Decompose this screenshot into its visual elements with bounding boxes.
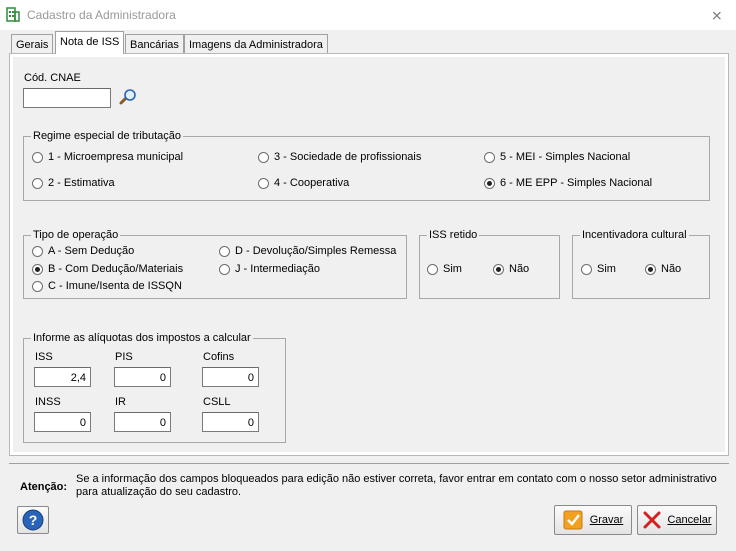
help-button[interactable] xyxy=(17,506,49,534)
radio-dot-selected xyxy=(493,264,504,275)
radio-dot xyxy=(32,178,43,189)
svg-text:?: ? xyxy=(28,512,38,528)
csll-input[interactable] xyxy=(202,412,259,432)
attention-text-line2: para atualização do seu cadastro. xyxy=(76,486,242,498)
radio-dot xyxy=(258,178,269,189)
iss-retido-sim[interactable] xyxy=(427,263,462,275)
radio-label: C - Imune/Isenta de ISSQN xyxy=(48,280,182,292)
radio-dot xyxy=(427,264,438,275)
tipo-option-a[interactable] xyxy=(32,245,134,257)
radio-label: D - Devolução/Simples Remessa xyxy=(235,245,397,257)
cross-icon xyxy=(642,510,662,530)
tab-label: Nota de ISS xyxy=(60,36,120,48)
title-bar xyxy=(0,0,736,30)
radio-dot xyxy=(32,246,43,257)
radio-label: Sim xyxy=(443,263,462,275)
cancel-button-label: Cancelar xyxy=(667,514,712,526)
radio-label: 3 - Sociedade de profissionais xyxy=(274,151,422,163)
radio-label: 6 - ME EPP - Simples Nacional xyxy=(500,177,653,189)
cnae-input[interactable] xyxy=(23,88,111,108)
regime-option-6[interactable] xyxy=(484,177,652,189)
incentivadora-sim[interactable] xyxy=(581,263,616,275)
tipo-option-j[interactable] xyxy=(219,263,320,275)
magnifier-icon[interactable] xyxy=(118,88,138,106)
radio-label: 1 - Microempresa municipal xyxy=(48,151,184,163)
radio-label: A - Sem Dedução xyxy=(48,245,135,257)
cofins-input[interactable] xyxy=(202,367,259,387)
radio-dot-selected xyxy=(484,178,495,189)
tipo-operacao-title: Tipo de operação xyxy=(33,229,119,241)
building-icon xyxy=(6,6,20,22)
radio-dot xyxy=(258,152,269,163)
tab-label: Gerais xyxy=(16,39,49,51)
tab-label: Imagens da Administradora xyxy=(189,39,323,51)
cnae-label: Cód. CNAE xyxy=(24,72,81,84)
incentivadora-nao[interactable] xyxy=(645,263,681,275)
regime-group xyxy=(23,136,710,201)
radio-label: Não xyxy=(509,263,530,275)
regime-option-5[interactable] xyxy=(484,151,630,163)
radio-label: B - Com Dedução/Materiais xyxy=(48,263,184,275)
tab-gerais[interactable] xyxy=(11,34,53,54)
save-button-label: Gravar xyxy=(589,514,624,526)
radio-dot xyxy=(581,264,592,275)
save-button[interactable] xyxy=(554,505,632,535)
attention-text-line1: Se a informação dos campos bloqueados para edição não estiver correta, favor entrar em contato com o nosso setor administrativo xyxy=(76,473,717,485)
ir-input[interactable] xyxy=(114,412,171,432)
radio-dot-selected xyxy=(32,264,43,275)
tipo-option-d[interactable] xyxy=(219,245,396,257)
regime-title: Regime especial de tributação xyxy=(33,130,181,142)
radio-label: J - Intermediação xyxy=(235,263,320,275)
tab-bancarias[interactable] xyxy=(125,34,184,54)
radio-label: Sim xyxy=(597,263,616,275)
radio-label: 5 - MEI - Simples Nacional xyxy=(500,151,631,163)
regime-option-1[interactable] xyxy=(32,151,183,163)
checkmark-icon xyxy=(563,510,583,530)
window-title: Cadastro da Administradora xyxy=(27,8,176,22)
tab-imagens[interactable] xyxy=(184,34,328,54)
pis-label: PIS xyxy=(115,351,133,363)
footer-divider xyxy=(9,463,729,464)
ir-label: IR xyxy=(115,396,126,408)
radio-dot xyxy=(219,264,230,275)
radio-label: Não xyxy=(661,263,682,275)
help-icon xyxy=(22,509,44,531)
tab-nota-de-iss[interactable] xyxy=(55,31,124,54)
iss-retido-nao[interactable] xyxy=(493,263,529,275)
radio-dot xyxy=(32,281,43,292)
aliquotas-title: Informe as alíquotas dos impostos a calcular xyxy=(33,332,251,344)
radio-dot xyxy=(484,152,495,163)
tipo-option-b[interactable] xyxy=(32,263,183,275)
csll-label: CSLL xyxy=(203,396,231,408)
iss-input[interactable] xyxy=(34,367,91,387)
regime-option-3[interactable] xyxy=(258,151,421,163)
iss-retido-title: ISS retido xyxy=(429,229,478,241)
tab-label: Bancárias xyxy=(130,39,179,51)
close-button[interactable]: ⨯ xyxy=(711,7,723,23)
cancel-button[interactable] xyxy=(637,505,717,535)
radio-dot xyxy=(32,152,43,163)
pis-input[interactable] xyxy=(114,367,171,387)
iss-label: ISS xyxy=(35,351,53,363)
regime-option-2[interactable] xyxy=(32,177,115,189)
attention-label: Atenção: xyxy=(20,481,68,493)
inss-label: INSS xyxy=(35,396,61,408)
inss-input[interactable] xyxy=(34,412,91,432)
radio-label: 4 - Cooperativa xyxy=(274,177,350,189)
cofins-label: Cofins xyxy=(203,351,235,363)
radio-label: 2 - Estimativa xyxy=(48,177,115,189)
radio-dot-selected xyxy=(645,264,656,275)
incentivadora-title: Incentivadora cultural xyxy=(582,229,687,241)
radio-dot xyxy=(219,246,230,257)
regime-option-4[interactable] xyxy=(258,177,349,189)
tipo-option-c[interactable] xyxy=(32,280,182,292)
